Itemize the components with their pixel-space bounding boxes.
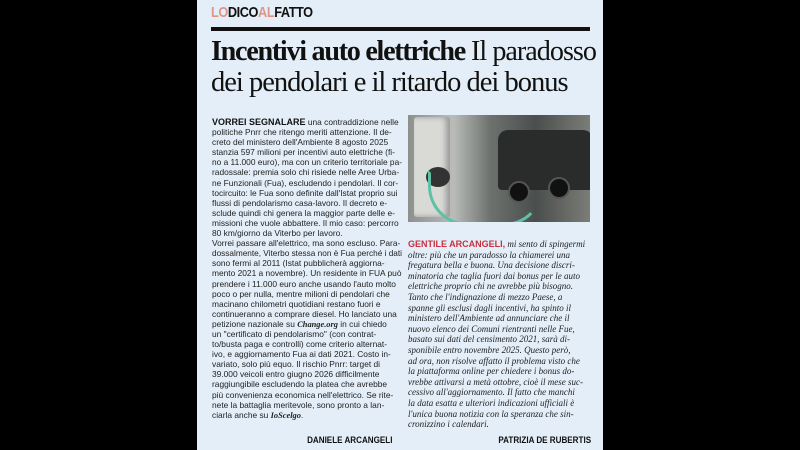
text-line-inner xyxy=(408,409,574,420)
kicker-part: DICO xyxy=(227,4,259,21)
letter-lead: VORREI SEGNALARE xyxy=(212,117,306,127)
line-text: 39.000 veicoli entro giugno 2026 difficilmente xyxy=(212,369,380,380)
text-line-inner xyxy=(212,188,397,198)
line-text: poco o per nulla, mentre milioni di pendolari che xyxy=(212,288,390,299)
text-line xyxy=(212,309,402,319)
reader-letter xyxy=(212,117,402,420)
text-line-inner xyxy=(212,309,397,319)
line-text: basato sui dati del censimento 2021, sarà di- xyxy=(408,334,570,345)
text-line xyxy=(212,248,402,258)
text-line-inner xyxy=(408,398,574,409)
text-line xyxy=(408,387,590,398)
text-line-inner xyxy=(408,345,571,356)
text-line xyxy=(408,409,590,420)
text-line xyxy=(212,339,402,349)
line-text: elettriche proprio chi ne avrebbe più bisogno. xyxy=(408,281,574,292)
line-text: l'unica buona notizia con la speranza che sin- xyxy=(408,408,574,419)
line-text: . xyxy=(300,409,304,420)
line-text: sponibile entro novembre 2025. Questo però, xyxy=(408,344,571,355)
line-text: Tanto che l'indignazione di mezzo Paese, a xyxy=(408,291,563,302)
text-line-inner xyxy=(212,379,387,389)
text-line xyxy=(212,349,402,359)
text-line-inner xyxy=(212,359,380,369)
text-line xyxy=(408,324,590,335)
text-line xyxy=(408,260,590,271)
text-line-inner xyxy=(408,356,580,367)
line-text: sono fermi al 2011 (Istat pubblicherà aggiorna- xyxy=(212,258,385,269)
text-line-inner xyxy=(408,334,570,345)
text-line xyxy=(212,218,402,228)
line-text: ad ora, non risolve affatto il problema visto che xyxy=(408,355,580,366)
text-line xyxy=(408,271,590,282)
section-rule xyxy=(211,27,590,31)
line-text: to/busta paga e controlli) come criterio alternat- xyxy=(212,339,388,350)
text-line-inner xyxy=(408,377,583,388)
kicker-part: AL xyxy=(258,4,275,21)
text-line-inner xyxy=(408,281,573,292)
headline-line xyxy=(211,67,596,98)
headline-bold: Incentivi auto elettriche xyxy=(211,36,465,67)
text-line xyxy=(212,178,402,188)
text-line-inner xyxy=(408,292,562,303)
text-line-inner xyxy=(212,198,387,208)
text-line xyxy=(212,400,402,410)
line-text: stanzia 597 milioni per incentivi auto elettriche (fi- xyxy=(212,147,395,158)
line-text: flussi di pendolarismo casa-lavoro. Il decreto e- xyxy=(212,197,388,208)
headline xyxy=(211,36,596,98)
line-text: prendere i 11.000 euro anche usando l'auto molto xyxy=(212,278,396,289)
text-line xyxy=(212,410,402,420)
line-text: la piattaforma online per chiedere i bonus do- xyxy=(408,366,575,377)
text-line xyxy=(212,329,402,339)
text-line xyxy=(408,366,590,377)
text-line-inner xyxy=(212,147,395,157)
text-line-inner xyxy=(408,387,575,398)
text-line xyxy=(212,379,402,389)
line-text: 80 km/giorno da Viterbo per lavoro. xyxy=(212,228,343,239)
line-text: ciarla anche su xyxy=(212,409,271,420)
line-text: la data esatta e ulteriori indicazioni ufficiali è xyxy=(408,397,575,408)
text-line-inner xyxy=(212,208,395,218)
line-text: macinano chilometri quotidiani restano fuori e xyxy=(212,298,381,309)
kicker-part: FATTO xyxy=(274,4,313,21)
text-line xyxy=(408,356,590,367)
text-line-inner xyxy=(212,218,399,228)
charging-cable xyxy=(428,170,544,222)
text-line xyxy=(212,198,402,208)
text-line-inner xyxy=(408,419,489,430)
text-line xyxy=(408,292,590,303)
text-line xyxy=(408,345,590,356)
text-line-inner xyxy=(408,239,585,250)
line-text: nete la battaglia meritevole, sono pronto a lan- xyxy=(212,399,385,410)
text-line-inner xyxy=(212,329,376,339)
line-text: vrebbe attivarsi a metà ottobre, cioè il mese suc- xyxy=(408,376,584,387)
line-text: dossalmente, Viterbo stessa non è Fua perché i dati xyxy=(212,248,402,259)
text-line xyxy=(408,250,590,261)
text-line xyxy=(408,398,590,409)
text-line xyxy=(212,157,402,167)
line-text: continueranno a comprare diesel. Ho lanciato una xyxy=(212,308,397,319)
text-line-inner xyxy=(212,279,396,289)
line-text: mi sento di spingermi xyxy=(505,239,586,249)
line-text: più convenienza economica nell'elettrico. Se rite- xyxy=(212,389,394,400)
headline-text: Il paradosso xyxy=(464,36,596,67)
text-line-inner xyxy=(212,248,402,258)
text-line-inner xyxy=(212,289,390,299)
text-line xyxy=(408,334,590,345)
text-line-inner xyxy=(212,349,391,359)
text-line xyxy=(212,319,402,329)
text-line-inner xyxy=(212,228,343,238)
text-line xyxy=(212,359,402,369)
section-kicker xyxy=(211,4,313,21)
line-text: nuovo elenco dei Comuni rientranti nelle Fue, xyxy=(408,323,575,334)
text-line xyxy=(212,188,402,198)
text-line xyxy=(212,137,402,147)
text-line xyxy=(408,303,590,314)
text-line xyxy=(212,228,402,238)
line-text: sclude quindi chi genera la maggior parte delle e- xyxy=(212,207,395,218)
wheel xyxy=(548,177,570,199)
kicker-part: LO xyxy=(211,4,228,21)
text-line-inner xyxy=(408,324,575,335)
text-line xyxy=(212,117,402,127)
line-text: creto del ministero dell'Ambiente 8 agosto 2025 xyxy=(212,137,389,148)
line-text: spanne gli esclusi dagli incentivi, ha spinto il xyxy=(408,302,571,313)
text-line-inner xyxy=(408,250,570,261)
text-line-inner xyxy=(212,167,399,177)
line-text: no a 11.000 euro), ma con un criterio territoriale pa- xyxy=(212,157,402,168)
text-line xyxy=(408,239,590,250)
text-line xyxy=(212,289,402,299)
line-text: fregatura bella e buona. Una decisione discri- xyxy=(408,260,575,271)
text-line xyxy=(408,419,590,430)
text-line xyxy=(212,208,402,218)
text-line-inner xyxy=(212,178,398,188)
reply-signature: PATRIZIA DE RUBERTIS xyxy=(498,435,591,446)
line-text: minatoria che taglia fuori dai bonus per le auto xyxy=(408,270,580,281)
text-line xyxy=(212,167,402,177)
line-text: ivo, e aggiornamento Fua ai dati 2021. Costo in- xyxy=(212,349,391,360)
line-text: un "certificato di pendolarismo" (con contrat- xyxy=(212,328,377,339)
line-text: variato, solo più equo. Il rischio Pnrr: target di xyxy=(212,359,381,370)
text-line-inner xyxy=(212,299,381,309)
petition-site: IoScelgo xyxy=(270,410,301,420)
text-line-inner xyxy=(212,127,392,137)
line-text: in cui chiedo xyxy=(337,318,387,329)
text-line xyxy=(212,268,402,278)
petition-site: Change.org xyxy=(297,319,338,329)
line-text: ministero dell'Ambiente ad annunciare che il xyxy=(408,313,570,324)
text-line-inner xyxy=(212,117,399,127)
line-text: petizione nazionale su xyxy=(212,318,298,329)
text-line xyxy=(408,377,590,388)
text-line xyxy=(212,299,402,309)
headline-line xyxy=(211,36,596,67)
text-line xyxy=(408,281,590,292)
text-line xyxy=(212,238,402,248)
newspaper-page xyxy=(197,0,603,450)
text-line-inner xyxy=(212,400,384,410)
text-line-inner xyxy=(212,369,379,379)
text-line-inner xyxy=(212,238,400,248)
text-line-inner xyxy=(408,271,580,282)
text-line-inner xyxy=(212,157,402,167)
ev-charging-photo xyxy=(408,115,590,222)
line-text: cronizzino i calendari. xyxy=(408,419,489,430)
text-line xyxy=(212,127,402,137)
text-line xyxy=(212,147,402,157)
line-text: tocircuito: le Fua sono definite dall'Istat proprio sui xyxy=(212,187,398,198)
line-text: cessivo all'aggiornamento. Il fatto che manchi xyxy=(408,387,575,398)
text-line-inner xyxy=(408,303,571,314)
text-line-inner xyxy=(212,390,393,400)
line-text: ne Funzionali (Fua), escludendo i pendolari. Il cor- xyxy=(212,177,399,188)
line-text: mento 2021 a novembre). Un residente in FUA può xyxy=(212,268,402,279)
text-line xyxy=(212,279,402,289)
text-line-inner xyxy=(212,258,385,268)
line-text: una contraddizione nelle xyxy=(305,117,399,127)
headline-text: dei pendolari e il ritardo dei bonus xyxy=(211,67,568,98)
letter-signature: DANIELE ARCANGELI xyxy=(306,435,392,446)
text-line-inner xyxy=(212,339,387,349)
text-line xyxy=(212,258,402,268)
line-text: raggiungibile escludendo la platea che avrebbe xyxy=(212,379,388,390)
line-text: oltre: più che un paradosso la chiamerei una xyxy=(408,249,571,260)
headline-line-inner xyxy=(211,67,568,98)
reply-lead: GENTILE ARCANGELI, xyxy=(408,239,506,249)
editor-reply xyxy=(408,239,590,430)
line-text: missioni che vuole abbattere. Il mio caso: percorro xyxy=(212,217,399,228)
text-line-inner xyxy=(212,410,303,421)
line-text: Vorrei passare all'elettrico, ma sono escluso. Para- xyxy=(212,238,401,249)
text-line xyxy=(408,313,590,324)
text-line-inner xyxy=(408,366,574,377)
text-line-inner xyxy=(212,137,388,147)
line-text: politiche Pnrr che ritengo meriti attenzione. Il de- xyxy=(212,127,392,138)
headline-line-inner xyxy=(211,36,596,67)
text-line-inner xyxy=(408,313,569,324)
text-line xyxy=(212,369,402,379)
text-line-inner xyxy=(408,260,575,271)
text-line-inner xyxy=(212,268,401,278)
text-line xyxy=(212,390,402,400)
line-text: radossale: premia solo chi risiede nelle Aree Urba- xyxy=(212,167,400,178)
